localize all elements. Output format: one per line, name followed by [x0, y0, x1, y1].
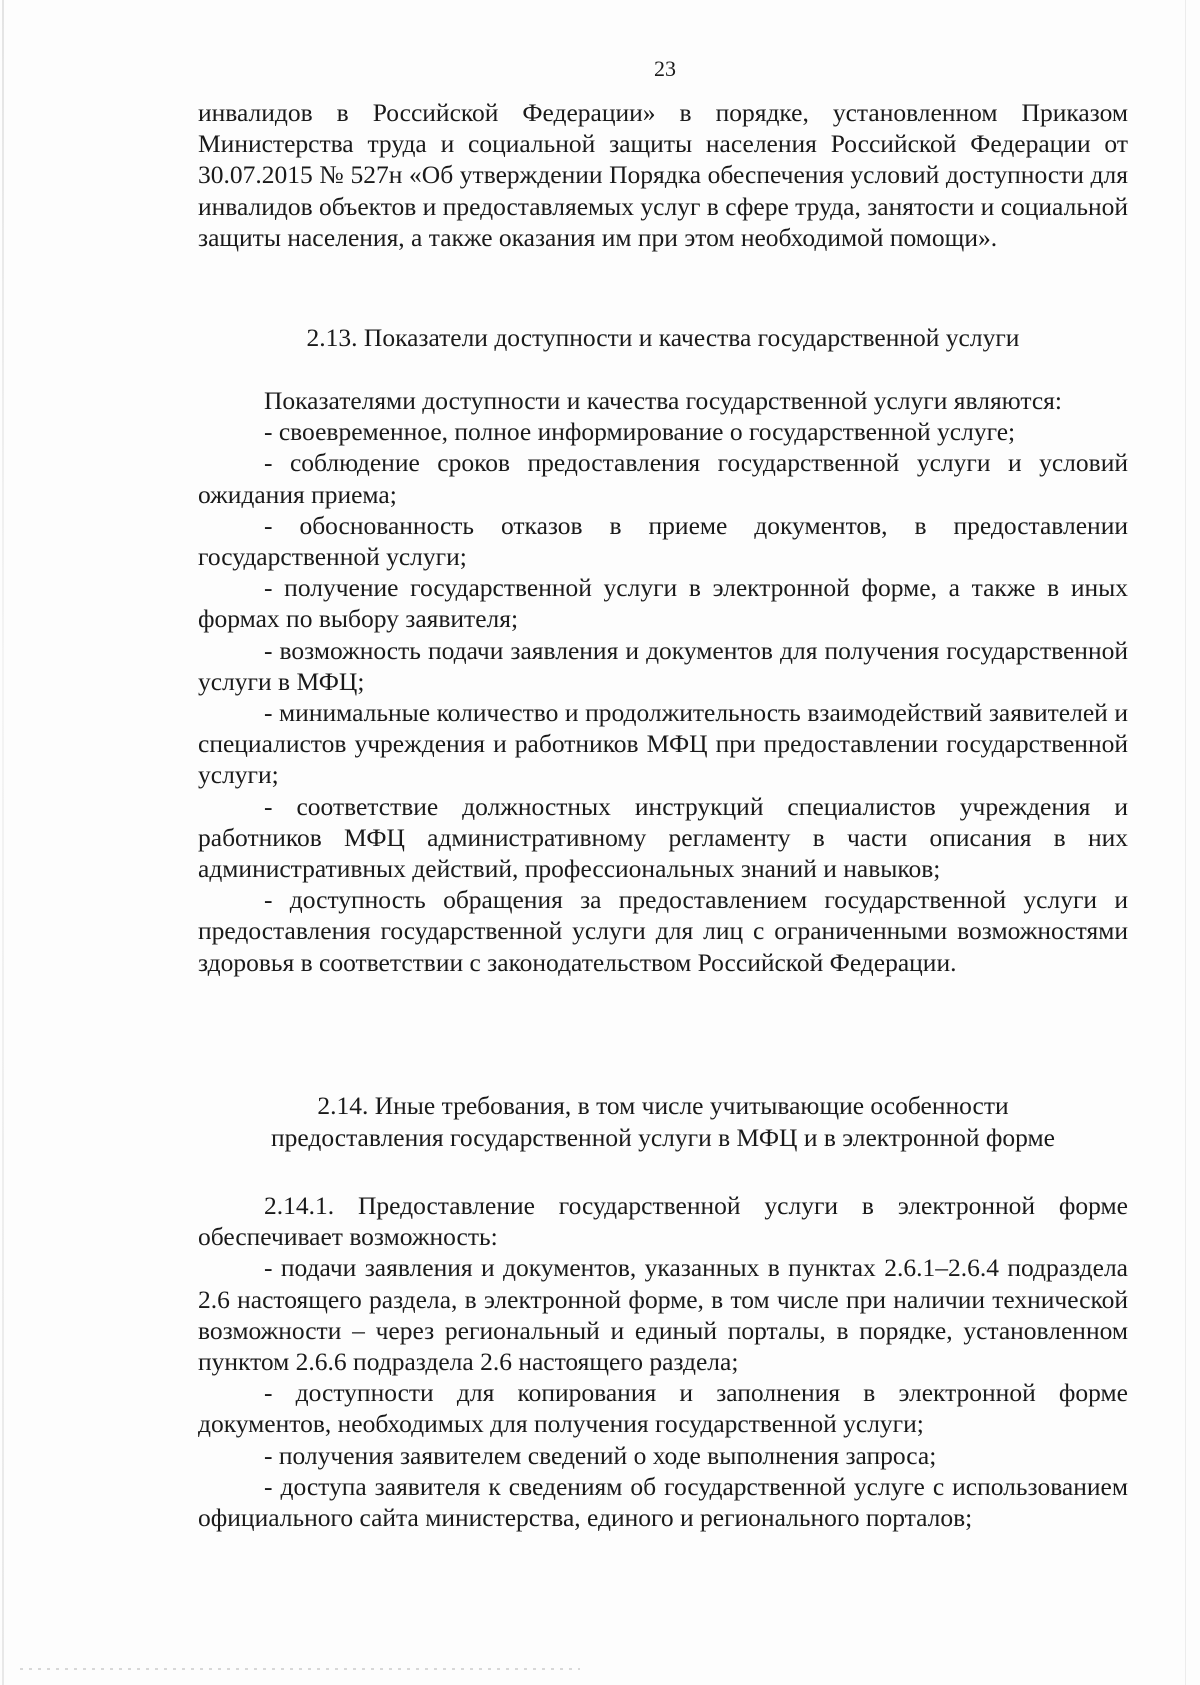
- list-item: - подачи заявления и документов, указанных в пунктах 2.6.1–2.6.4 подраздела 2.6 настоящего раздела, в электронной форме, в том числе при наличии технической возможности – через региональный и единый порталы, в порядке, установленном пунктом 2.6.6 подраздела 2.6 настоящего раздела;: [198, 1253, 1128, 1377]
- intro-paragraph-block: [198, 97, 1128, 253]
- list-item: - минимальные количество и продолжительность взаимодействий заявителей и специалистов учреждения и работников МФЦ при предоставлении государственной услуги;: [198, 698, 1128, 790]
- section-2-13-body: [198, 385, 1128, 978]
- scan-artifact-bottom: [20, 1668, 580, 1670]
- section-2-14-heading-line2: предоставления государственной услуги в МФЦ и в электронной форме: [271, 1122, 1055, 1152]
- list-item: - возможность подачи заявления и документов для получения государственной услуги в МФЦ;: [198, 635, 1128, 696]
- list-item: - доступа заявителя к сведениям об государственной услуге с использованием официального сайта министерства, единого и регионального порталов;: [198, 1471, 1128, 1533]
- list-item: - соответствие должностных инструкций специалистов учреждения и работников МФЦ административному регламенту в части описания в них административных действий, профессиональных знаний и навыков;: [198, 791, 1128, 884]
- list-item: - получение государственной услуги в электронной форме, а также в иных формах по выбору заявителя;: [198, 573, 1128, 634]
- intro-paragraph: инвалидов в Российской Федерации» в порядке, установленном Приказом Министерства труда и социальной защиты населения Российской Федерации от 30.07.2015 № 527н «Об утверждении Порядка обеспечения условий доступности для инвалидов объектов и предоставляемых услуг в сфере труда, занятости и социальной защиты населения, а также оказания им при этом необходимой помощи».: [198, 98, 1128, 252]
- section-2-13-lead: Показателями доступности и качества государственной услуги являются:: [264, 386, 1062, 415]
- section-2-13-heading: 2.13. Показатели доступности и качества государственной услуги: [306, 323, 1020, 352]
- list-item: - обоснованность отказов в приеме документов, в предоставлении государственной услуги;: [198, 510, 1128, 572]
- list-item: - соблюдение сроков предоставления государственной услуги и условий ожидания приема;: [198, 448, 1128, 509]
- list-item: - доступность обращения за предоставлением государственной услуги и предоставления государственной услуги для лиц с ограниченными возможностями здоровья в соответствии с законодательством Российской Федерации.: [198, 885, 1128, 977]
- page-number: 23: [654, 56, 676, 81]
- list-item: - своевременное, полное информирование о государственной услуге;: [264, 417, 1016, 447]
- scan-edge-right: [1185, 0, 1186, 1685]
- scan-edge-left: [2, 0, 4, 1685]
- section-2-14-lead: 2.14.1. Предоставление государственной услуги в электронной форме обеспечивает возможность:: [198, 1191, 1128, 1252]
- list-item: - доступности для копирования и заполнения в электронной форме документов, необходимых для получения государственной услуги;: [198, 1378, 1128, 1439]
- section-2-14-heading: [198, 1090, 1128, 1153]
- list-item: - получения заявителем сведений о ходе выполнения запроса;: [264, 1440, 937, 1470]
- section-2-14-heading-line1: 2.14. Иные требования, в том числе учитывающие особенности: [317, 1091, 1009, 1120]
- section-2-14-body: [198, 1190, 1128, 1533]
